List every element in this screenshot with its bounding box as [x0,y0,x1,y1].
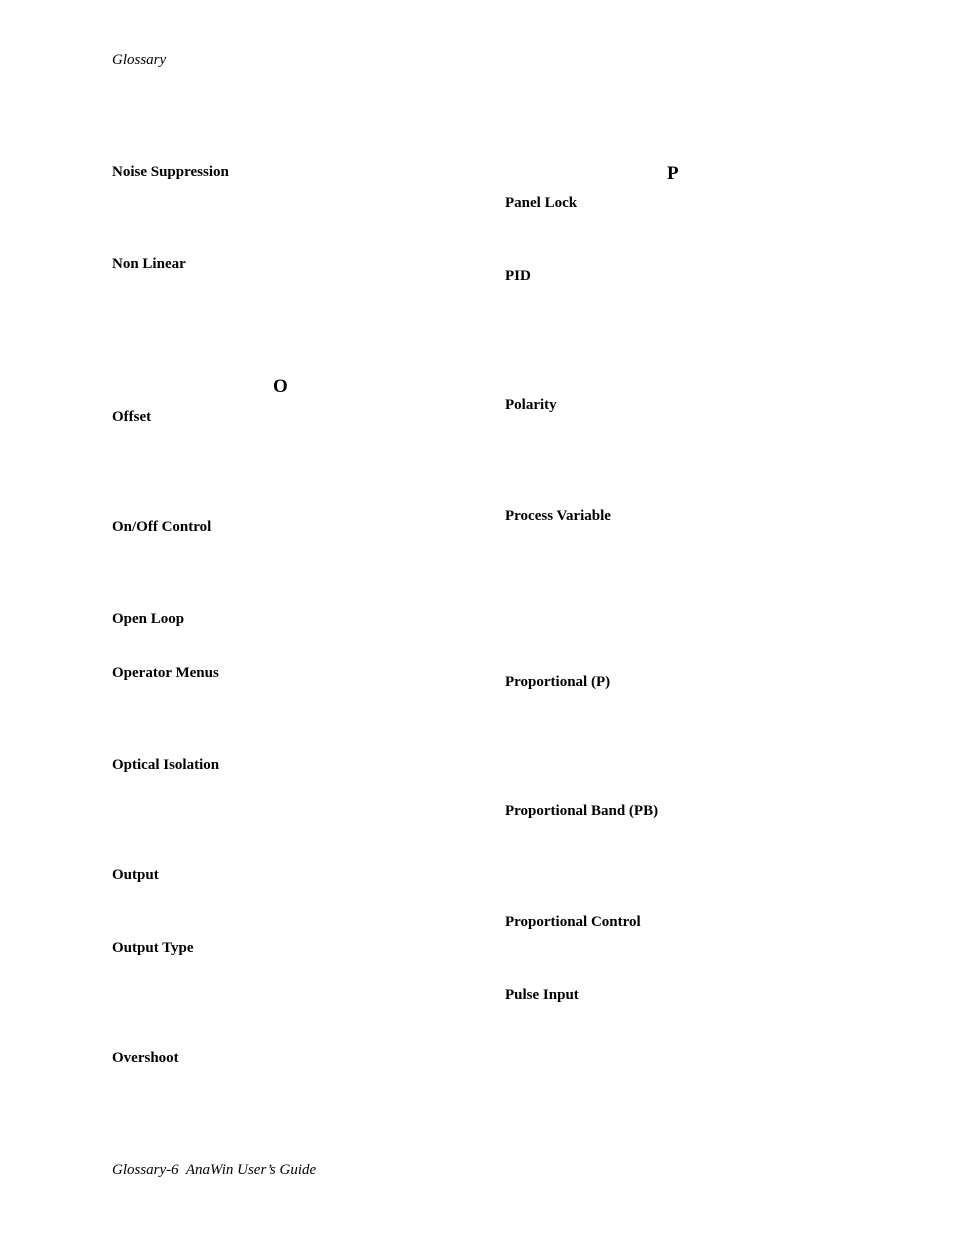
term-output: Output [112,867,159,883]
running-header: Glossary [112,52,167,68]
term-proportional-p: Proportional (P) [505,674,611,690]
term-offset: Offset [112,409,152,425]
term-proportional-control: Proportional Control [505,914,641,930]
term-proportional-band-pb: Proportional Band (PB) [505,803,659,819]
term-panel-lock: Panel Lock [505,195,578,211]
section-letter-p: P [667,163,679,184]
term-pid: PID [505,268,531,284]
term-overshoot: Overshoot [112,1050,179,1066]
term-non-linear: Non Linear [112,256,186,272]
term-open-loop: Open Loop [112,611,185,627]
section-letter-o: O [273,376,288,397]
term-on-off-control: On/Off Control [112,519,212,535]
running-footer: Glossary-6 AnaWin User’s Guide [112,1162,317,1178]
term-output-type: Output Type [112,940,194,956]
term-operator-menus: Operator Menus [112,665,219,681]
term-noise-suppression: Noise Suppression [112,164,229,180]
term-process-variable: Process Variable [505,508,611,524]
term-polarity: Polarity [505,397,557,413]
term-pulse-input: Pulse Input [505,987,579,1003]
term-optical-isolation: Optical Isolation [112,757,220,773]
